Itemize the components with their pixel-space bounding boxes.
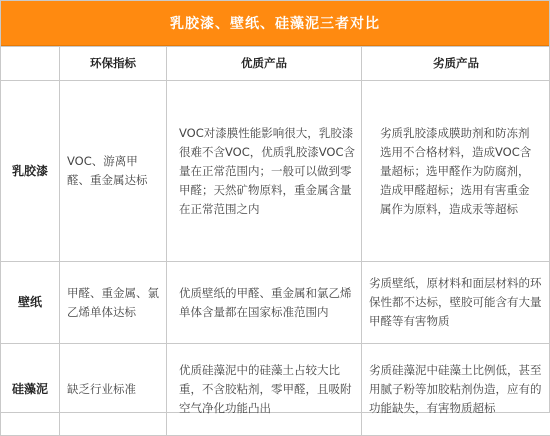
table-title: 乳胶漆、壁纸、硅藻泥三者对比 [170, 13, 380, 33]
header-corner [1, 47, 60, 81]
row-label-latex-paint: 乳胶漆 [1, 81, 60, 262]
good-product-cell: 优质壁纸的甲醛、重金属和氯乙烯单体含量都在国家标准范围内 [167, 262, 362, 344]
bad-product-cell: 劣质硅藻泥中硅藻土比例低，甚至用腻子粉等加胶粘剂伪造，应有的功能缺失，有害物质超标 [362, 344, 550, 436]
indicator-cell: 缺乏行业标准 [60, 344, 167, 436]
bad-product-cell: 劣质乳胶漆成膜助剂和防冻剂选用不合格材料，造成VOC含量超标；选甲醛作为防腐剂，造成甲醛超标；选用有害重金属作为原料，造成汞等超标 [362, 81, 550, 262]
row-label-wallpaper: 壁纸 [1, 262, 60, 344]
header-row [1, 47, 550, 81]
good-product-cell: 优质硅藻泥中的硅藻土占较大比重，不含胶粘剂，零甲醛，且吸附空气净化功能凸出 [167, 344, 362, 436]
bad-product-cell: 劣质壁纸，原材料和面层材料的环保性都不达标，壁胶可能含有大量甲醛等有害物质 [362, 262, 550, 344]
table-row [1, 262, 550, 344]
header-bad-product: 劣质产品 [362, 47, 550, 81]
table-row [1, 344, 550, 436]
row-label-diatom-mud: 硅藻泥 [1, 344, 60, 436]
indicator-cell: 甲醛、重金属、氯乙烯单体达标 [60, 262, 167, 344]
header-indicator: 环保指标 [60, 47, 167, 81]
title-bar [1, 1, 549, 46]
header-good-product: 优质产品 [167, 47, 362, 81]
indicator-cell: VOC、游离甲醛、重金属达标 [60, 81, 167, 262]
table-row [1, 81, 550, 262]
comparison-table [0, 46, 550, 436]
good-product-cell: VOC对漆膜性能影响很大，乳胶漆很难不含VOC，优质乳胶漆VOC含量在正常范围内；一般可以做到零甲醛；天然矿物原料，重金属含量在正常范围之内 [167, 81, 362, 262]
